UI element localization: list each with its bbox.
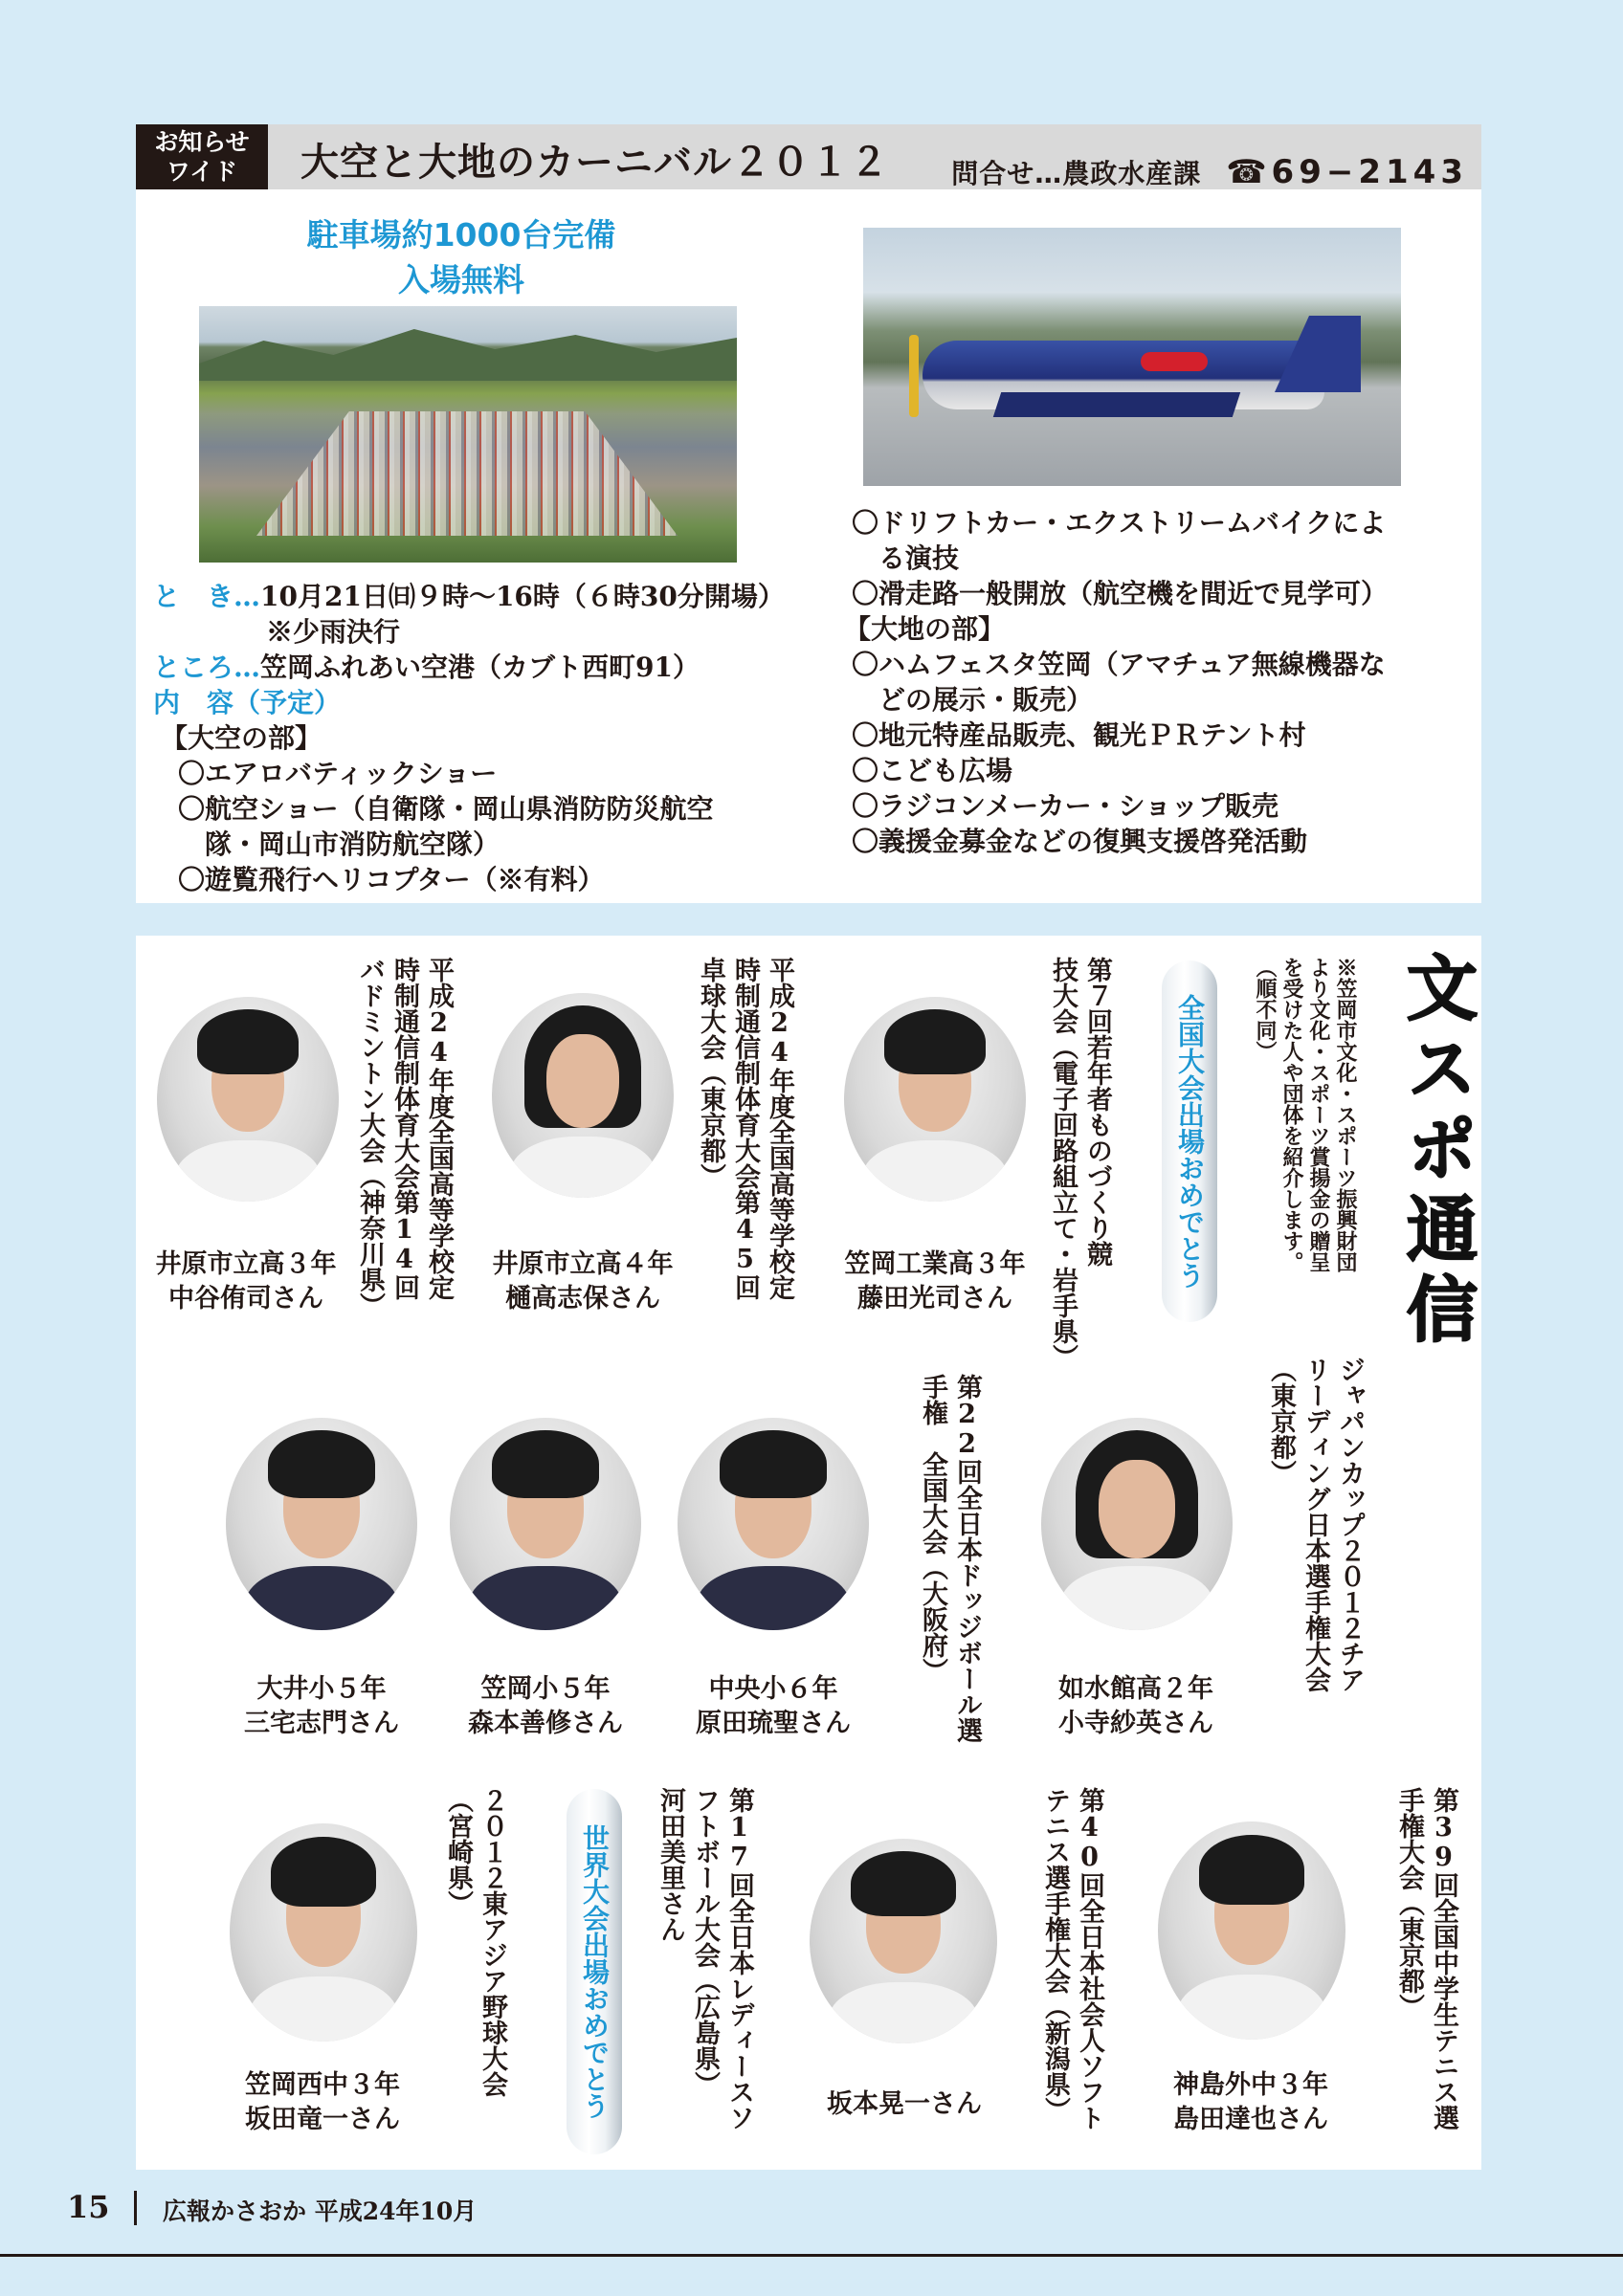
person-name: 坂田竜一さん: [245, 2105, 400, 2134]
portrait-hair: [492, 1430, 599, 1498]
earth-item: 〇義援金募金などの復興支援啓発活動: [852, 826, 1308, 857]
where-label: ところ…: [153, 651, 261, 683]
event-details-left: [153, 579, 785, 897]
event-line: 第22回全日本ドッジボール選: [952, 1374, 982, 1743]
person-caption: [216, 1672, 427, 1741]
person-caption: [1026, 1672, 1246, 1741]
portrait-body: [862, 1140, 1008, 1202]
portrait-photo: [157, 997, 339, 1202]
portrait-body: [829, 1982, 979, 2043]
person-name: 中谷侑司さん: [168, 1284, 323, 1314]
right-item: 〇ドリフトカー・エクストリームバイクによ: [852, 507, 1387, 539]
person-name: 樋高志保さん: [505, 1284, 660, 1314]
portrait-hair: [268, 1430, 375, 1498]
bunspo-news-panel: [136, 936, 1481, 2170]
person-caption: [668, 1672, 878, 1741]
event-line: 卓球大会（東京都）: [696, 957, 725, 1189]
national-congrats-pill: 全国大会出場おめでとう: [1162, 960, 1217, 1322]
sky-item: 〇遊覧飛行ヘリコプター（※有料）: [178, 864, 605, 895]
notice-contact: [951, 153, 1468, 191]
event-line: リーディング日本選手権大会: [1301, 1357, 1330, 1692]
intro-note: [1252, 957, 1359, 1301]
notice-tag-line1: お知らせ: [154, 128, 250, 156]
portrait-photo: [1041, 1418, 1233, 1630]
intro-line: より文化・スポーツ賞揚金の贈呈: [1306, 957, 1331, 1272]
page-number: 15: [67, 2189, 110, 2225]
person-name: 三宅志門さん: [244, 1709, 399, 1738]
event-line: （東京都）: [1266, 1357, 1296, 1486]
person-school: 井原市立高４年: [492, 1249, 674, 1279]
intro-line: ※笠岡市文化・スポーツ振興財団: [1333, 957, 1358, 1272]
notice-title: 大空と大地のカーニバル２０１２: [300, 141, 889, 185]
photo-hills: [199, 323, 737, 381]
footer-divider: [134, 2191, 137, 2225]
portrait-body: [469, 1566, 622, 1630]
person-caption: [825, 1247, 1045, 1316]
when-label: と き…: [153, 581, 261, 612]
portrait-body: [697, 1566, 850, 1630]
person-school: 中央小６年: [708, 1674, 838, 1704]
photo-crowd: [256, 411, 678, 536]
portrait-hair: [197, 1009, 299, 1074]
event-line: 手権大会（東京都）: [1394, 1787, 1424, 2020]
person-school: 笠岡工業高３年: [844, 1249, 1026, 1279]
plane-decal: [1141, 352, 1208, 371]
content-label: 内 容（予定）: [153, 687, 342, 718]
highlight-line2: 入場無料: [398, 261, 524, 298]
section-title: 文スポ通信: [1395, 951, 1478, 1353]
intro-line: （順不同）: [1253, 957, 1278, 1062]
event-line: ２０１２東アジア野球大会: [478, 1787, 507, 2097]
event-line: ジャパンカップ２０１２チア: [1335, 1357, 1365, 1692]
event-text-soft-tennis: [1037, 1787, 1106, 2160]
intro-line: を受けた人や団体を紹介します。: [1279, 957, 1304, 1272]
earth-item: どの展示・販売）: [852, 684, 1094, 716]
portrait-photo: [230, 1823, 417, 2042]
person-school: 笠岡小５年: [480, 1674, 611, 1704]
earth-item: 〇地元特産品販売、観光ＰＲテント村: [852, 719, 1306, 751]
portrait-body: [1177, 1975, 1327, 2040]
person-school: 大井小５年: [256, 1674, 387, 1704]
event-text-cheerleading: [1263, 1357, 1367, 1739]
notice-tag: [136, 124, 268, 189]
portrait-hair: [720, 1430, 827, 1498]
event-line: フトボール大会（広島県）: [690, 1787, 720, 2097]
event-line: 第17回全日本レディースソ: [724, 1787, 754, 2130]
person-name: 坂本晃一さん: [827, 2089, 982, 2119]
person-name: 原田琉聖さん: [696, 1709, 851, 1738]
portrait-photo: [844, 997, 1026, 1202]
event-line: 手権 全国大会（大阪府）: [918, 1374, 947, 1684]
person-name: 島田達也さん: [1173, 2105, 1328, 2134]
event-line: 第39回全国中学生テニス選: [1429, 1787, 1458, 2130]
portrait-hair: [884, 1009, 986, 1074]
event-line: テニス選手権大会（新潟県）: [1040, 1787, 1070, 2123]
portrait-body: [249, 1976, 399, 2042]
where-row: [153, 650, 785, 685]
sky-item: 〇航空ショー（自衛隊・岡山県消防防災航空: [178, 793, 714, 825]
person-caption: [136, 1247, 356, 1316]
when-value: 10月21日㈰９時〜16時（６時30分開場）: [260, 581, 785, 612]
earth-item: 〇ラジコンメーカー・ショップ販売: [852, 790, 1279, 822]
person-name: 森本善修さん: [468, 1709, 623, 1738]
sky-item: 〇エアロバティックショー: [178, 758, 498, 789]
aerobatic-plane-photo: [863, 228, 1401, 486]
event-text-baseball: [440, 1787, 509, 2160]
portrait-face: [546, 1034, 619, 1128]
event-line: 平成24年度全国高等学校定: [765, 957, 794, 1300]
person-name: 小寺紗英さん: [1058, 1709, 1213, 1738]
portrait-body: [245, 1566, 398, 1630]
person-school: 神島外中３年: [1173, 2070, 1328, 2100]
right-item: る演技: [852, 542, 960, 574]
person-school: 笠岡西中３年: [245, 2070, 400, 2100]
publication-name: 広報かさおか 平成24年10月: [163, 2197, 478, 2225]
person-school: 如水館高２年: [1058, 1674, 1213, 1704]
earth-heading: 【大地の部】: [844, 613, 1006, 645]
highlight-line1: 駐車場約1000台完備: [306, 216, 616, 254]
event-line: 河田美里さん: [656, 1787, 685, 1942]
world-congrats-pill: 世界大会出場おめでとう: [567, 1789, 622, 2154]
event-line: 技大会（電子回路組立て・岩手県）: [1048, 957, 1078, 1370]
event-text-dodgeball: [915, 1374, 984, 1743]
portrait-photo: [492, 993, 674, 1198]
portrait-hair: [851, 1851, 956, 1916]
contact-label: 問合せ…農政水産課: [951, 158, 1202, 189]
contact-phone: ☎69−2143: [1226, 153, 1468, 191]
event-line: 平成24年度全国高等学校定: [424, 957, 454, 1300]
where-value: 笠岡ふれあい空港（カブト西町91）: [260, 651, 700, 683]
portrait-body: [175, 1140, 321, 1202]
event-text-softball: [653, 1787, 756, 2160]
portrait-face: [1099, 1460, 1175, 1557]
person-caption: [473, 1247, 693, 1316]
person-name: 藤田光司さん: [857, 1284, 1012, 1314]
carnival-crowd-photo: [199, 306, 737, 563]
event-line: 時制通信制体育大会第14回: [389, 957, 419, 1300]
event-notice-panel: [136, 124, 1481, 903]
portrait-hair: [271, 1837, 376, 1907]
page-bottom-rule: [0, 2254, 1623, 2257]
person-caption: [1141, 2068, 1361, 2137]
person-caption: [440, 1672, 651, 1741]
when-note: ※少雨決行: [266, 616, 401, 648]
portrait-hair: [1199, 1835, 1304, 1905]
portrait-photo: [810, 1839, 997, 2043]
notice-header-bar: [136, 124, 1481, 189]
event-line: 時制通信制体育大会第45回: [730, 957, 760, 1300]
event-text-junior-tennis: [1391, 1787, 1460, 2151]
person-school: 井原市立高３年: [155, 1249, 337, 1279]
person-caption: [796, 2087, 1012, 2122]
portrait-photo: [1158, 1821, 1345, 2040]
portrait-photo: [226, 1418, 417, 1630]
event-text-badminton: [352, 957, 456, 1320]
when-row: [153, 579, 785, 614]
notice-tag-line2: ワイド: [166, 158, 238, 186]
plane-wing: [993, 392, 1240, 417]
portrait-photo: [450, 1418, 641, 1630]
portrait-body: [510, 1137, 656, 1198]
event-line: バドミントン大会（神奈川県）: [355, 957, 385, 1318]
portrait-photo: [678, 1418, 869, 1630]
event-line: 第７回若年者ものづくり競: [1082, 957, 1112, 1267]
sky-heading: 【大空の部】: [161, 722, 322, 754]
sky-item: 隊・岡山市消防航空隊）: [178, 828, 500, 860]
earth-item: 〇ハムフェスタ笠岡（アマチュア無線機器な: [852, 649, 1386, 680]
parking-highlight: [260, 212, 662, 302]
event-line: （宮崎県）: [443, 1787, 473, 1916]
event-line: 第40回全日本社会人ソフト: [1075, 1787, 1104, 2130]
person-caption: [212, 2068, 433, 2137]
event-text-table-tennis: [693, 957, 796, 1320]
event-details-right: [844, 505, 1388, 859]
earth-item: 〇こども広場: [852, 755, 1013, 786]
event-text-electronics: [1045, 957, 1114, 1370]
portrait-body: [1060, 1566, 1213, 1630]
plane-propeller: [909, 335, 919, 417]
right-item: 〇滑走路一般開放（航空機を間近で見学可）: [852, 578, 1389, 609]
